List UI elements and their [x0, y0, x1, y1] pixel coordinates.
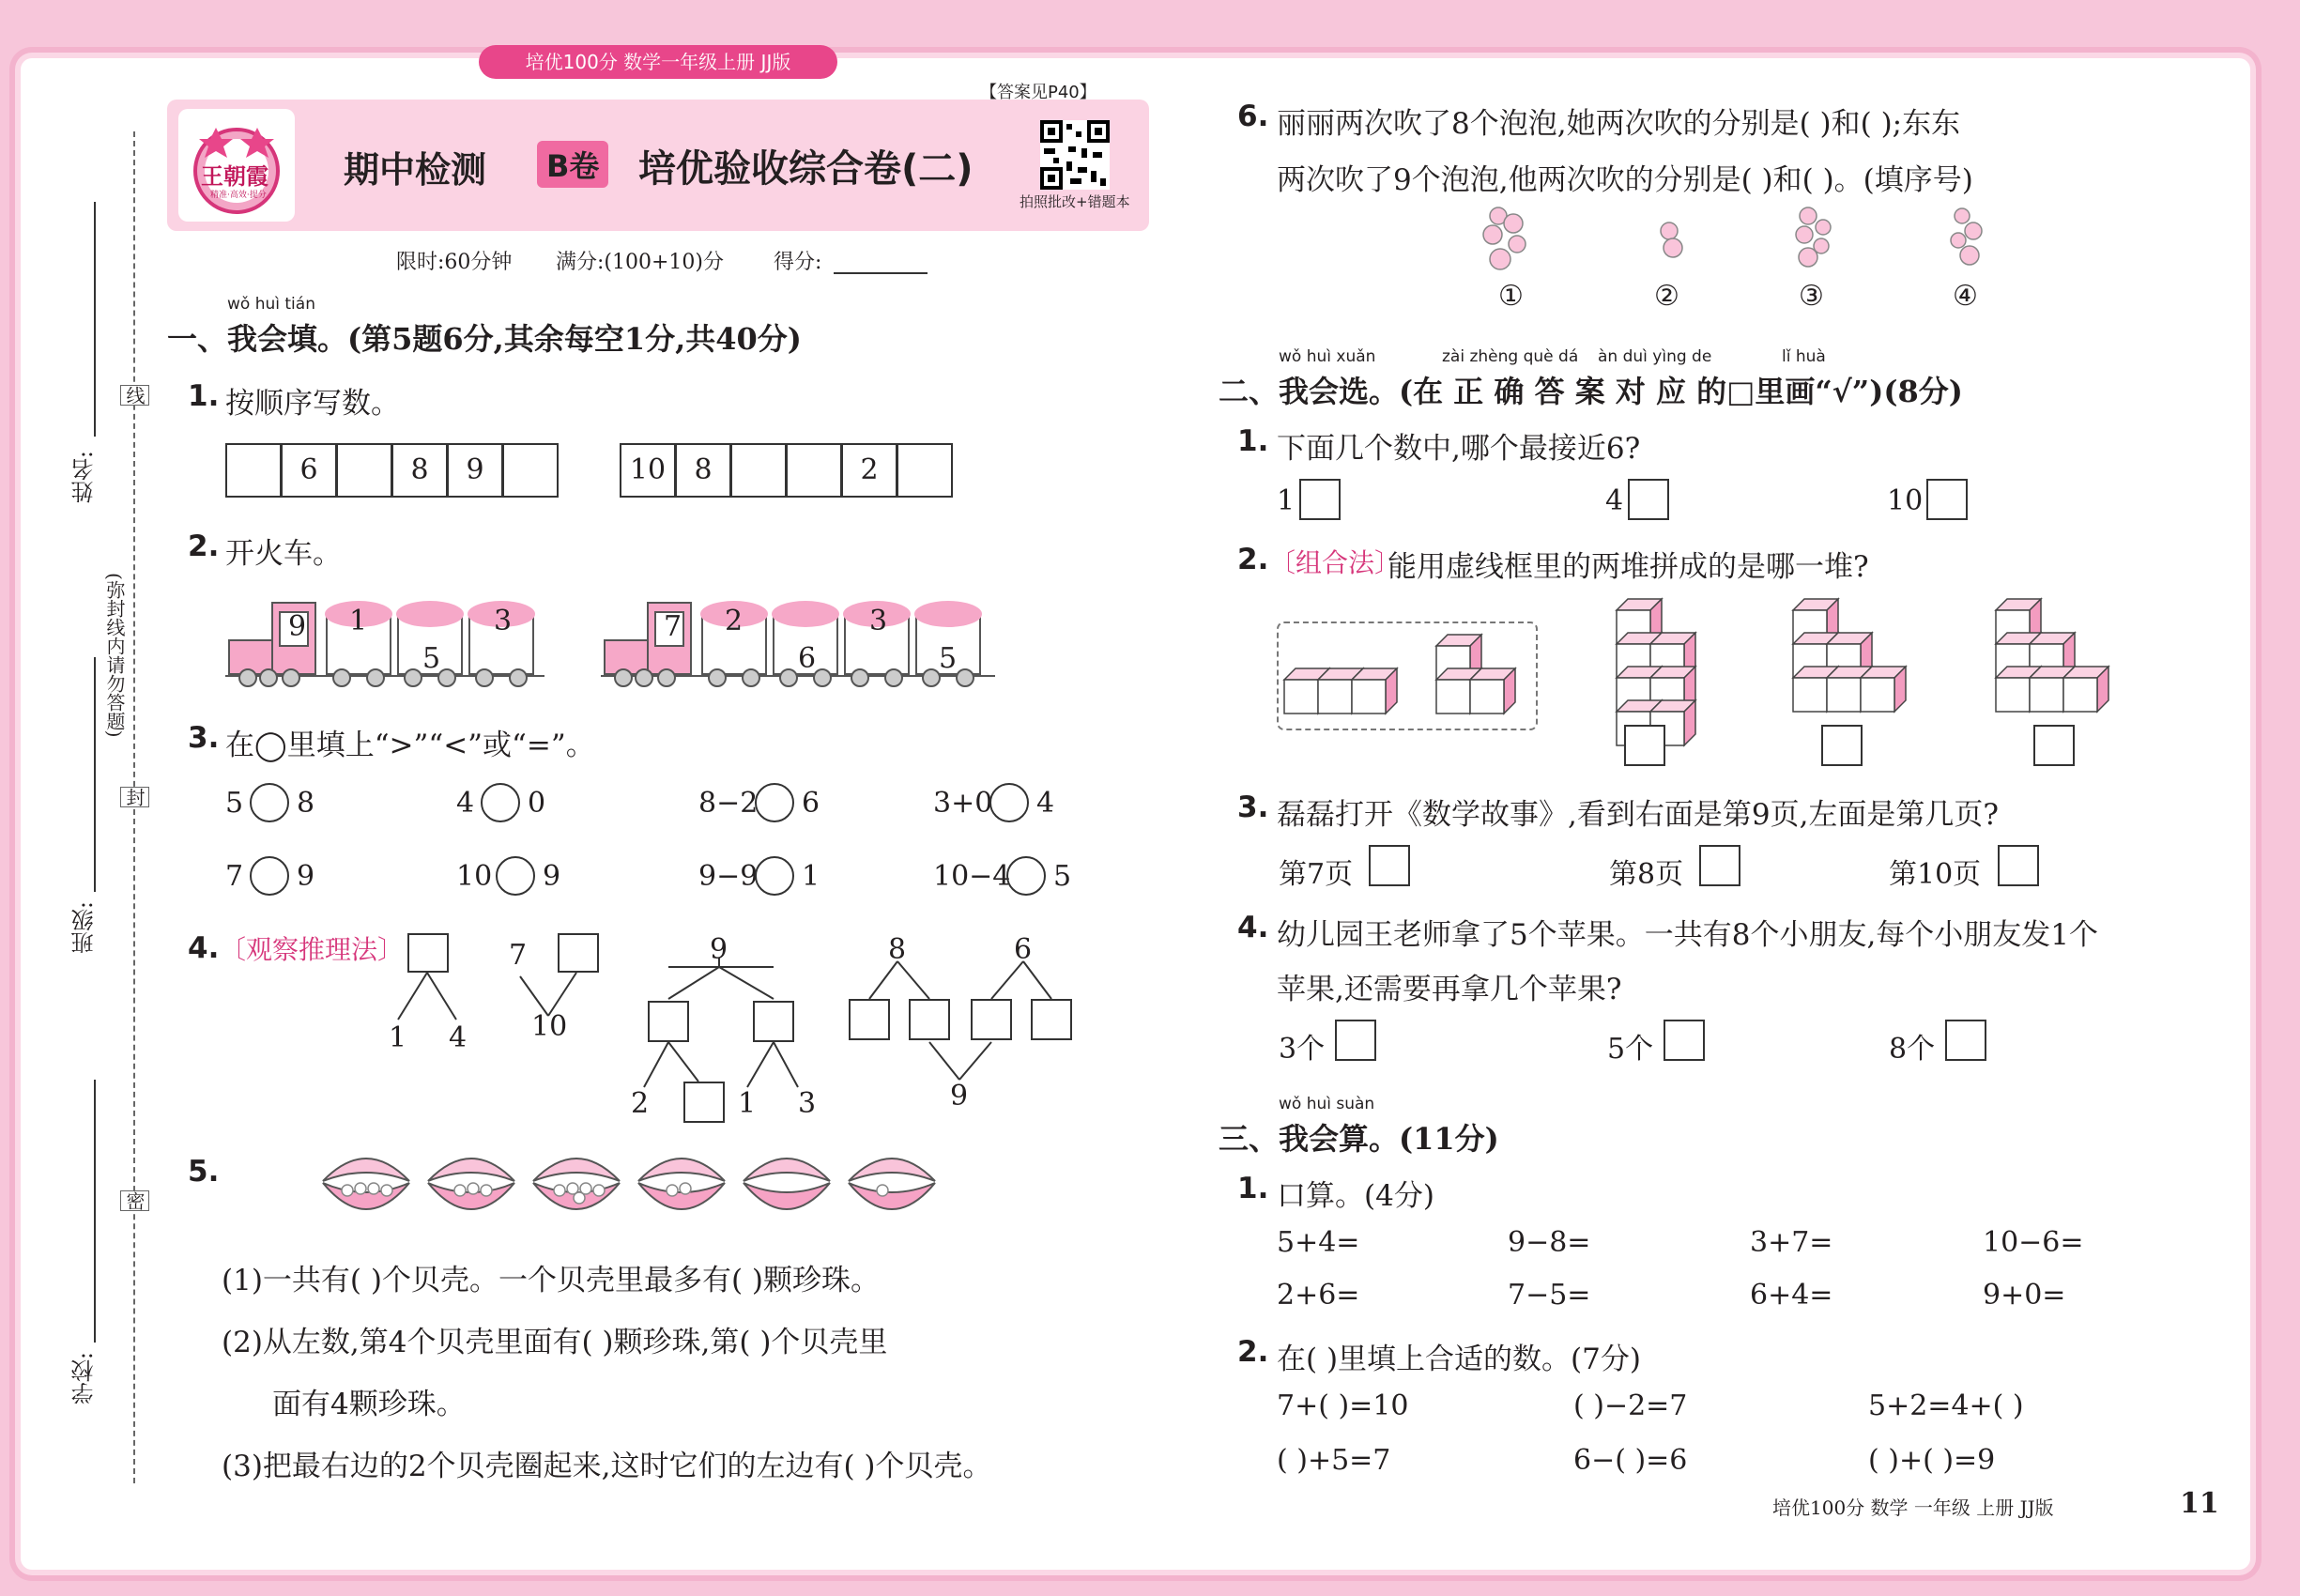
s1-title: 一、我会填。(第5题6分,其余每空1分,共40分) [167, 321, 802, 357]
compare-right: 1 [802, 860, 820, 893]
mental-math-item[interactable]: 3+7= [1750, 1226, 1833, 1259]
compare-right: 8 [297, 787, 315, 820]
seal-mark-seal: 封 [120, 787, 149, 807]
seq2-cell-3[interactable] [730, 443, 787, 498]
bond-c-right-box[interactable] [753, 1001, 794, 1042]
mental-math-item[interactable]: 5+4= [1277, 1226, 1360, 1259]
header-title: 培优验收综合卷(二) [638, 147, 974, 191]
compare-left: 3+0 [933, 787, 993, 820]
bubble-label-4: ④ [1953, 280, 1978, 313]
seq1-cell-6[interactable] [502, 443, 559, 498]
bond-d-bottom: 9 [950, 1080, 969, 1113]
s2-q3-check-3[interactable] [1998, 845, 2039, 886]
s1-q1-text: 按顺序写数。 [225, 387, 400, 421]
compare-right: 6 [802, 787, 820, 820]
q6-line-2: 两次吹了9个泡泡,他两次吹的分别是( )和( )。(填序号) [1277, 163, 1973, 197]
s2-q1-opt-2: 4 [1605, 484, 1624, 517]
compare-circle[interactable] [481, 783, 520, 822]
mental-math-item[interactable]: 9−8= [1508, 1226, 1591, 1259]
compare-circle[interactable] [250, 856, 289, 896]
s2-pinyin-4: lǐ huà [1782, 347, 1826, 366]
compare-right: 5 [1053, 860, 1072, 893]
s2-pinyin-2: zài zhèng què dá [1442, 347, 1579, 366]
s2-q4-check-1[interactable] [1335, 1020, 1376, 1061]
s2-pinyin-3: àn duì yìng de [1598, 347, 1712, 366]
s2-q4-opt-3: 8个 [1889, 1033, 1936, 1066]
seal-mark-line: 线 [120, 385, 149, 406]
school-label: 学校: [71, 1352, 98, 1405]
s2-q2-tag: 〔组合法〕 [1269, 547, 1402, 578]
q6-number: 6. [1237, 100, 1269, 133]
s2-q4-check-2[interactable] [1664, 1020, 1705, 1061]
s1-q4-number: 4. [188, 931, 220, 965]
train-2-car-1: 7 [664, 610, 682, 643]
seal-notice: (弥封线内请勿答题) [103, 573, 126, 738]
bond-c-bottom-2: 1 [738, 1087, 757, 1120]
seq1-cell-3[interactable] [336, 443, 392, 498]
s2-q1-text: 下面几个数中,哪个最接近6? [1277, 432, 1641, 466]
seq1-cell-4: 8 [391, 443, 448, 498]
s1-q3-text: 在◯里填上“>”“<”或“=”。 [225, 729, 595, 762]
bond-b-left: 7 [509, 939, 528, 972]
bubble-label-2: ② [1654, 280, 1679, 313]
compare-left: 10−4 [933, 860, 1011, 893]
qr-caption: 拍照批改+错题本 [1020, 193, 1130, 210]
s2-q3-opt-2: 第8页 [1609, 858, 1684, 891]
s3-q1-text: 口算。(4分) [1277, 1179, 1434, 1213]
compare-circle[interactable] [496, 856, 535, 896]
s2-q1-check-2[interactable] [1628, 479, 1669, 520]
bond-d-box-1[interactable] [849, 999, 890, 1040]
mental-math-item[interactable]: 9+0= [1983, 1279, 2066, 1312]
q6-line-1: 丽丽两次吹了8个泡泡,她两次吹的分别是( )和( );东东 [1277, 107, 1961, 141]
s2-q2-text: 能用虚线框里的两堆拼成的是哪一堆? [1388, 550, 1869, 584]
volume-badge: B卷 [537, 141, 608, 188]
train-1-car-2: 1 [349, 605, 368, 637]
seal-mark-dense: 密 [120, 1190, 149, 1211]
s2-q2-number: 2. [1237, 543, 1269, 576]
train-1-car-1: 9 [288, 610, 307, 643]
s3-title: 三、我会算。(11分) [1219, 1121, 1499, 1157]
s3-q2-item-4[interactable]: ( )+5=7 [1277, 1444, 1391, 1477]
s2-q4-opt-2: 5个 [1607, 1033, 1654, 1066]
train-2-car-4: 3 [869, 605, 888, 637]
bond-a-top-box[interactable] [407, 933, 449, 973]
s3-q2-number: 2. [1237, 1335, 1269, 1369]
s2-q3-text: 磊磊打开《数学故事》,看到右面是第9页,左面是第几页? [1277, 798, 2000, 832]
top-banner: 培优100分 数学一年级上册 JJ版 [479, 45, 837, 79]
shells-illustration [319, 1145, 958, 1230]
seq1-cell-2: 6 [281, 443, 337, 498]
seq1-cell-1[interactable] [225, 443, 282, 498]
number-bond-lines [0, 0, 1164, 1164]
train-1-car-3: 5 [422, 642, 441, 675]
compare-left: 8−2 [698, 787, 759, 820]
s3-q2-item-6[interactable]: ( )+( )=9 [1868, 1444, 1996, 1477]
compare-circle[interactable] [989, 783, 1029, 822]
logo-text: 王朝霞 [201, 162, 268, 190]
s2-q4-number: 4. [1237, 911, 1269, 944]
compare-right: 4 [1036, 787, 1055, 820]
answer-ref: 【答案见P40】 [980, 83, 1096, 102]
compare-right: 0 [528, 787, 546, 820]
compare-right: 9 [543, 860, 561, 893]
s1-pinyin: wǒ huì tián [227, 295, 315, 314]
s2-q3-check-1[interactable] [1369, 845, 1410, 886]
s2-q4-line-1: 幼儿园王老师拿了5个苹果。一共有8个小朋友,每个小朋友发1个 [1277, 918, 2099, 952]
s3-q2-text: 在( )里填上合适的数。(7分) [1277, 1343, 1641, 1376]
seq1-cell-5: 9 [447, 443, 503, 498]
time-limit: 限时:60分钟 [396, 251, 513, 274]
s2-q2-check-3[interactable] [2033, 725, 2075, 766]
s2-q1-check-3[interactable] [1926, 479, 1968, 520]
name-label: 姓名: [71, 451, 98, 504]
mental-math-item[interactable]: 6+4= [1750, 1279, 1833, 1312]
compare-circle[interactable] [250, 783, 289, 822]
s3-q2-item-1[interactable]: 7+( )=10 [1277, 1389, 1409, 1422]
bond-b-bottom: 10 [531, 1010, 568, 1043]
compare-left: 9−9 [698, 860, 759, 893]
compare-left: 10 [456, 860, 493, 893]
s1-q5-line-4: (3)把最右边的2个贝壳圈起来,这时它们的左边有( )个贝壳。 [222, 1450, 992, 1483]
s1-q3-number: 3. [188, 721, 220, 755]
train-2-car-3: 6 [798, 642, 817, 675]
bond-c-left-box[interactable] [648, 1001, 689, 1042]
mental-math-item[interactable]: 10−6= [1983, 1226, 2084, 1259]
s2-q1-opt-1: 1 [1277, 484, 1296, 517]
bond-c-bottom-3: 3 [798, 1087, 817, 1120]
bond-c-top: 9 [710, 933, 728, 966]
compare-circle[interactable] [1006, 856, 1046, 896]
bond-d-box-2[interactable] [909, 999, 950, 1040]
compare-circle[interactable] [755, 783, 794, 822]
s2-q1-opt-3: 10 [1887, 484, 1924, 517]
s2-pinyin-1: wǒ huì xuǎn [1279, 347, 1376, 366]
s2-q3-check-2[interactable] [1699, 845, 1740, 886]
s2-q4-check-3[interactable] [1945, 1020, 1986, 1061]
bond-b-right-box[interactable] [558, 933, 599, 973]
seq2-cell-2: 8 [675, 443, 731, 498]
train-2-car-2: 2 [725, 605, 744, 637]
seq2-cell-5: 2 [841, 443, 897, 498]
bond-c-bottom-1: 2 [631, 1087, 650, 1120]
s1-q5-line-2: (2)从左数,第4个贝壳里面有( )颗珍珠,第( )个贝壳里 [222, 1326, 888, 1359]
bond-d-top-right: 6 [1014, 933, 1033, 966]
s2-q2-check-1[interactable] [1624, 725, 1665, 766]
footer-text: 培优100分 数学 一年级 上册 JJ版 [1772, 1496, 2054, 1519]
s3-q1-number: 1. [1237, 1172, 1269, 1205]
compare-right: 9 [297, 860, 315, 893]
s3-q2-item-3[interactable]: 5+2=4+( ) [1868, 1389, 2024, 1422]
bubble-label-3: ③ [1799, 280, 1824, 313]
s2-q1-check-1[interactable] [1299, 479, 1341, 520]
s3-q2-item-2[interactable]: ( )−2=7 [1573, 1389, 1688, 1422]
s1-q5-line-3: 面有4颗珍珠。 [272, 1388, 466, 1421]
seq2-cell-4[interactable] [786, 443, 842, 498]
s3-q2-item-5[interactable]: 6−( )=6 [1573, 1444, 1688, 1477]
s1-q2-number: 2. [188, 529, 220, 563]
bond-a-left: 1 [389, 1021, 407, 1054]
s2-q2-check-2[interactable] [1821, 725, 1863, 766]
s3-pinyin: wǒ huì suàn [1279, 1095, 1375, 1113]
full-score: 满分:(100+10)分 [556, 251, 724, 274]
dashed-frame [1277, 622, 1538, 730]
exam-label: 期中检测 [344, 149, 487, 191]
s2-q3-opt-1: 第7页 [1279, 858, 1354, 891]
compare-left: 5 [225, 787, 244, 820]
s2-q4-line-2: 苹果,还需要再拿几个苹果? [1277, 973, 1622, 1006]
s2-q3-number: 3. [1237, 790, 1269, 824]
page-number: 11 [2180, 1487, 2219, 1520]
compare-left: 4 [456, 787, 475, 820]
s2-q4-opt-1: 3个 [1279, 1033, 1326, 1066]
mental-math-item[interactable]: 7−5= [1508, 1279, 1591, 1312]
train-1-car-4: 3 [494, 605, 513, 637]
bond-d-box-3[interactable] [971, 999, 1012, 1040]
s2-title: 二、我会选。(在 正 确 答 案 对 应 的□里画“√”)(8分) [1219, 374, 1963, 409]
bond-d-top-left: 8 [888, 933, 907, 966]
bubble-label-1: ① [1498, 280, 1524, 313]
seq2-cell-1: 10 [620, 443, 676, 498]
compare-left: 7 [225, 860, 244, 893]
bubbles-illustration [1464, 203, 2028, 278]
compare-circle[interactable] [755, 856, 794, 896]
s1-q4-tag: 〔观察推理法〕 [220, 934, 405, 965]
mental-math-item[interactable]: 2+6= [1277, 1279, 1360, 1312]
score-label: 得分: [774, 251, 822, 274]
s1-q1-number: 1. [188, 379, 220, 413]
bond-d-box-4[interactable] [1031, 999, 1072, 1040]
seq2-cell-6[interactable] [897, 443, 953, 498]
s1-q2-text: 开火车。 [225, 537, 342, 571]
bond-a-right: 4 [449, 1021, 468, 1054]
train-2-car-5: 5 [939, 642, 958, 675]
logo-subtext: 精准·高效·提分 [210, 191, 267, 200]
class-label: 班级: [71, 901, 98, 955]
s2-q1-number: 1. [1237, 424, 1269, 458]
s2-q3-opt-3: 第10页 [1889, 858, 1982, 891]
s1-q5-number: 5. [188, 1155, 220, 1189]
bond-c-bottom-box[interactable] [683, 1082, 725, 1123]
s1-q5-line-1: (1)一共有( )个贝壳。一个贝壳里最多有( )颗珍珠。 [222, 1264, 880, 1297]
